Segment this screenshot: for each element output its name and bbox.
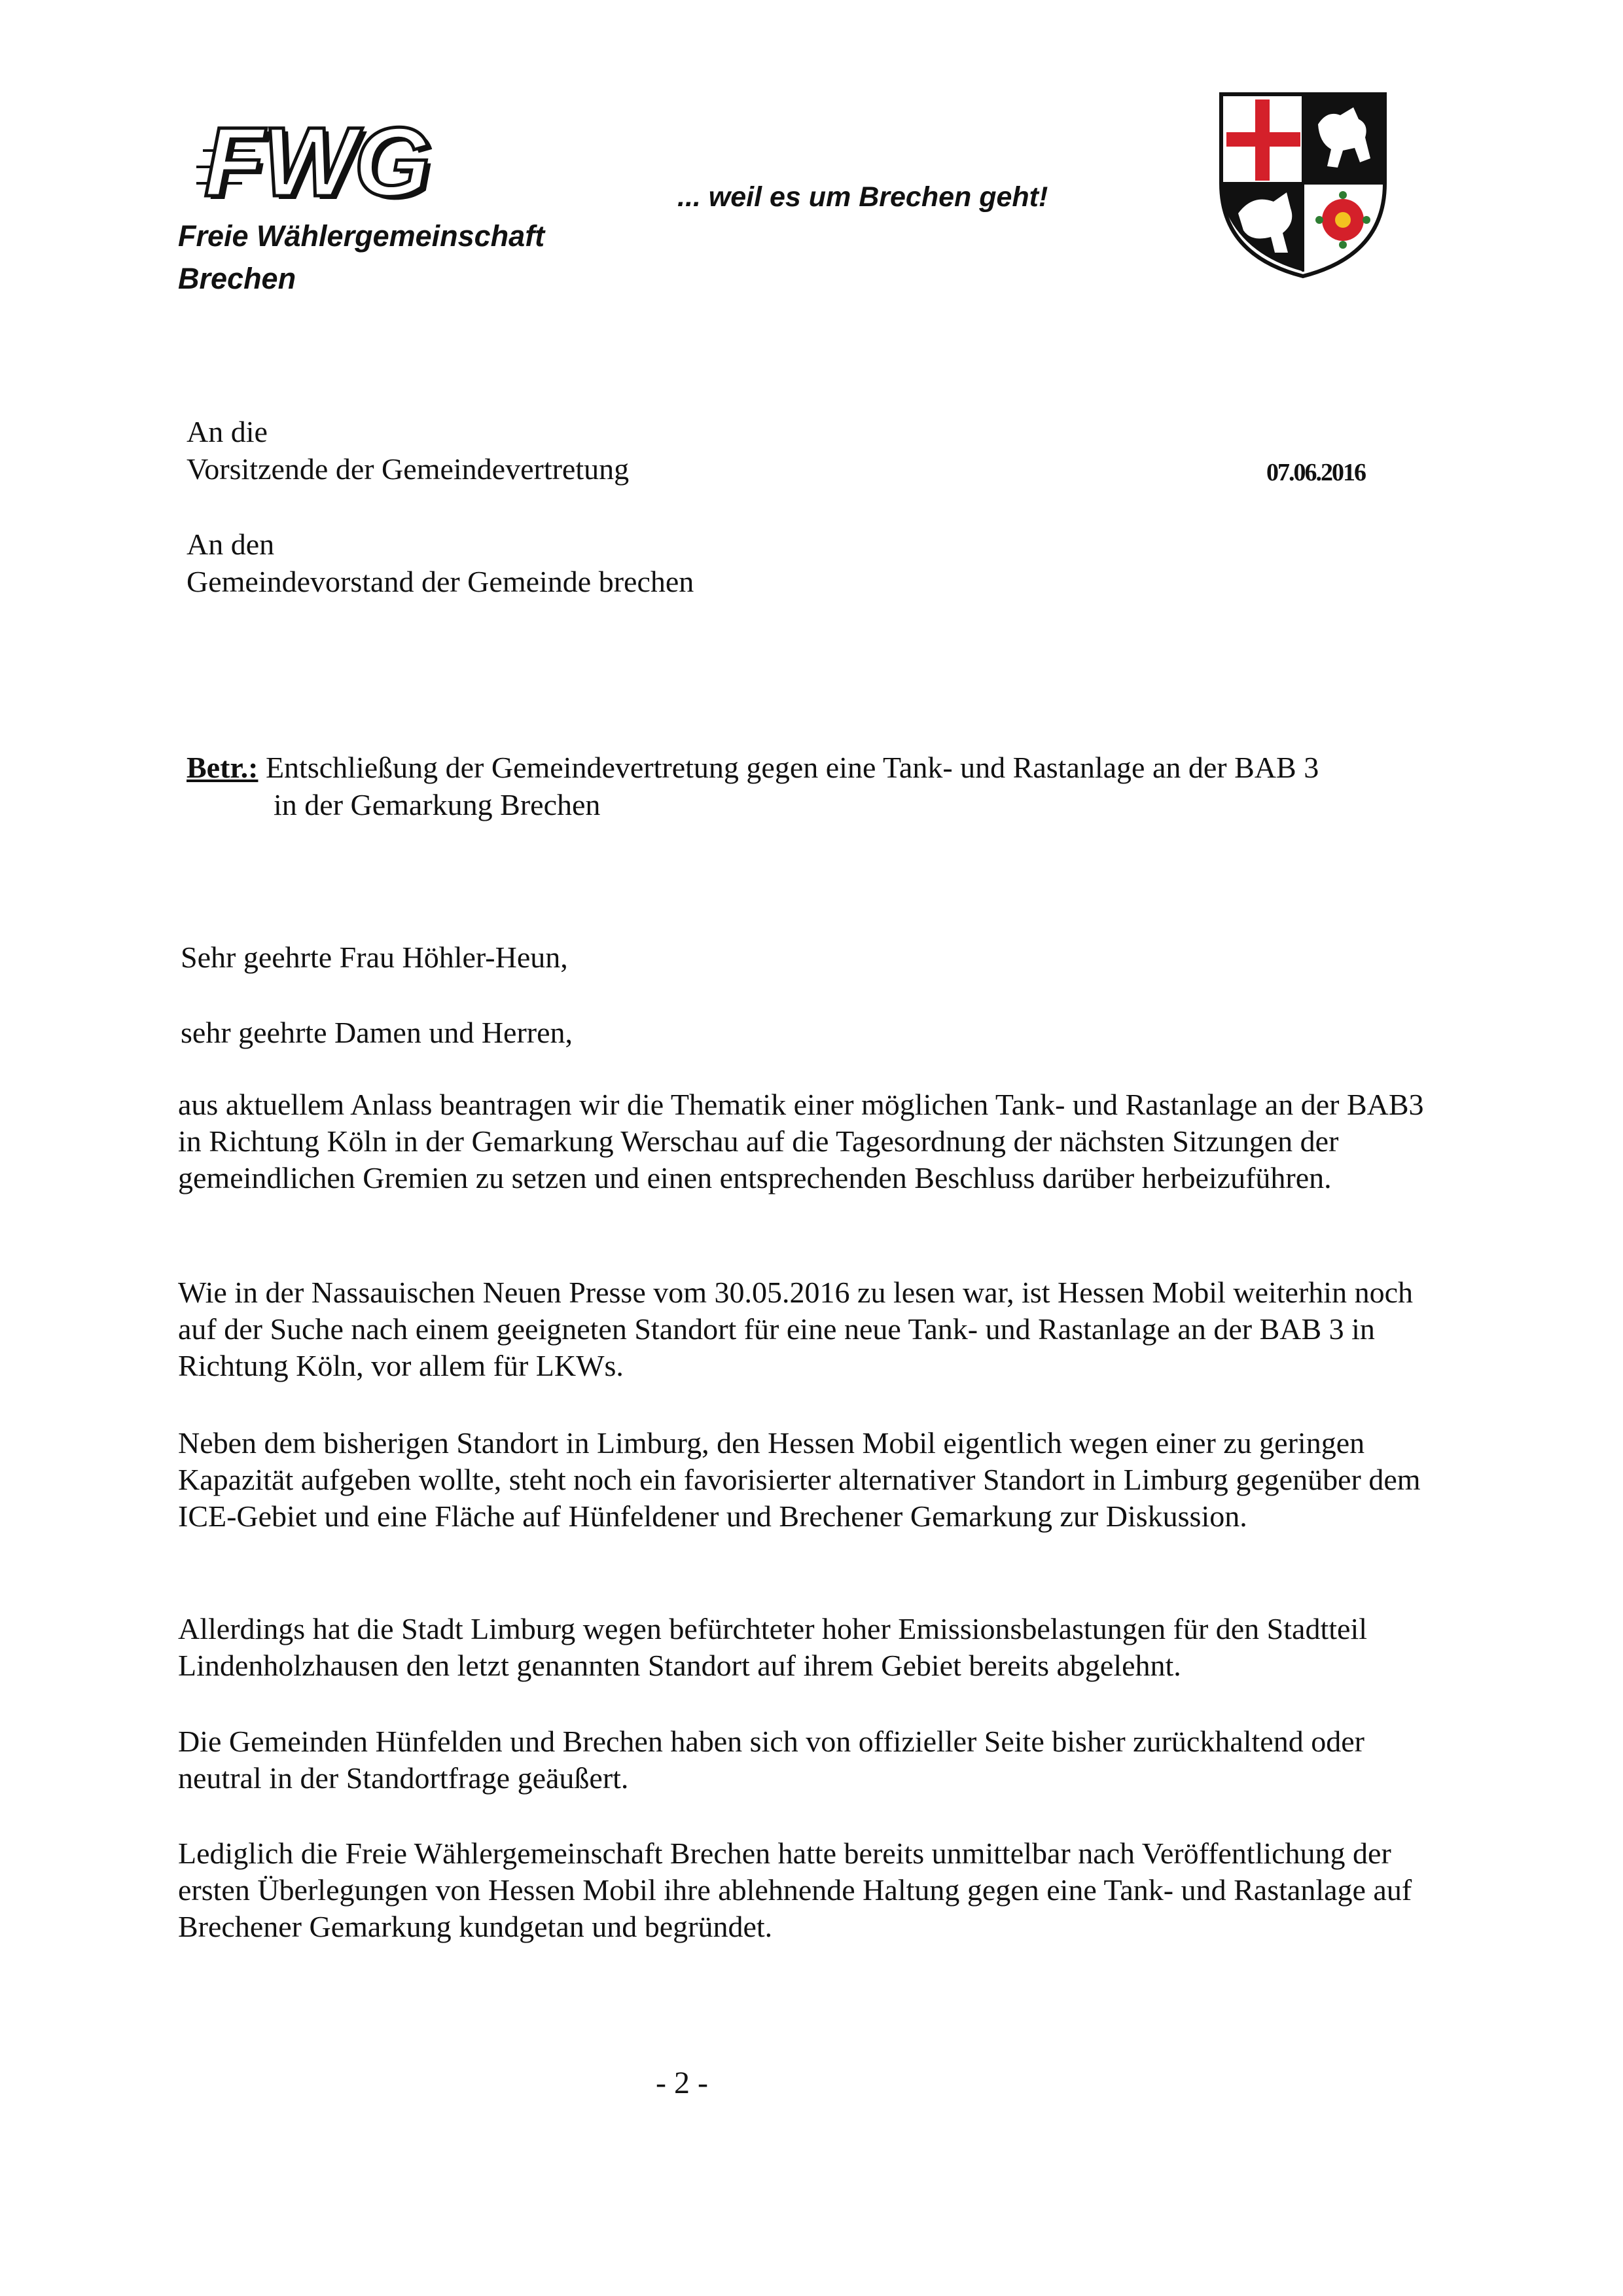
recipient2-line2: Gemeindevorstand der Gemeinde brechen <box>187 565 694 598</box>
paragraph-2: Wie in der Nassauischen Neuen Presse vom 30.05.2016 zu lesen war, ist Hessen Mobil weiterhin noch auf der Suche nach einem geeigneten Standort für eine neue Tank- und Rastanlage an der BAB 3 in Richtung Köln, vor allem für LKWs. <box>178 1276 1413 1382</box>
subject-text: Entschließung der Gemeindevertretung gegen eine Tank- und Rastanlage an der BAB 3 <box>265 751 1319 784</box>
org-name: Freie Wählergemeinschaft <box>178 219 545 253</box>
recipient1-line1: An die <box>187 415 268 448</box>
paragraph-6: Lediglich die Freie Wählergemeinschaft Brechen hatte bereits unmittelbar nach Veröffentlichung der ersten Überlegungen von Hessen Mobil ihre ablehnende Haltung gegen eine Tank- und Rastanlage auf Brechener Gemarkung kundgetan und begründet. <box>178 1837 1412 1943</box>
letter-date: 07.06.2016 <box>1266 459 1365 486</box>
paragraph-5: Die Gemeinden Hünfelden und Brechen haben sich von offizieller Seite bisher zurückhaltend oder neutral in der Standortfrage geäußert. <box>178 1725 1364 1795</box>
subject-line2: in der Gemarkung Brechen <box>274 788 601 821</box>
paragraph-4: Allerdings hat die Stadt Limburg wegen befürchteter hoher Emissionsbelastungen für den Stadtteil Lindenholzhausen den letzt genannten Standort auf ihrem Gebiet bereits abgelehnt. <box>178 1612 1367 1682</box>
salutation-2: sehr geehrte Damen und Herren, <box>181 1016 573 1049</box>
paragraph-3: Neben dem bisherigen Standort in Limburg, den Hessen Mobil eigentlich wegen einer zu geringen Kapazität aufgeben wollte, steht noch ein favorisierter alternativer Standort in Limburg gegenüber dem ICE-Gebiet und eine Fläche auf Hünfeldener und Brechener Gemarkung zur Diskussion. <box>178 1426 1421 1533</box>
subject-line1 <box>187 753 1319 783</box>
recipient1-line2: Vorsitzende der Gemeindevertretung <box>187 452 630 486</box>
org-place: Brechen <box>178 262 296 295</box>
recipient2-line1: An den <box>187 528 275 561</box>
coat-of-arms-icon <box>1215 85 1391 281</box>
slogan: ... weil es um Brechen geht! <box>677 181 1048 213</box>
paragraph-1: aus aktuellem Anlass beantragen wir die Thematik einer möglichen Tank- und Rastanlage an der BAB3 in Richtung Köln in der Gemarkung Werschau auf die Tagesordnung der nächsten Sitzungen der gemeindlichen Gremien zu setzen und einen entsprechenden Beschluss darüber herbeizuführen. <box>178 1088 1424 1194</box>
page-number: - 2 - <box>656 2066 708 2100</box>
fwg-logo: FWG <box>204 107 429 217</box>
subject-label: Betr.: <box>187 751 259 784</box>
salutation-1: Sehr geehrte Frau Höhler-Heun, <box>181 941 568 974</box>
